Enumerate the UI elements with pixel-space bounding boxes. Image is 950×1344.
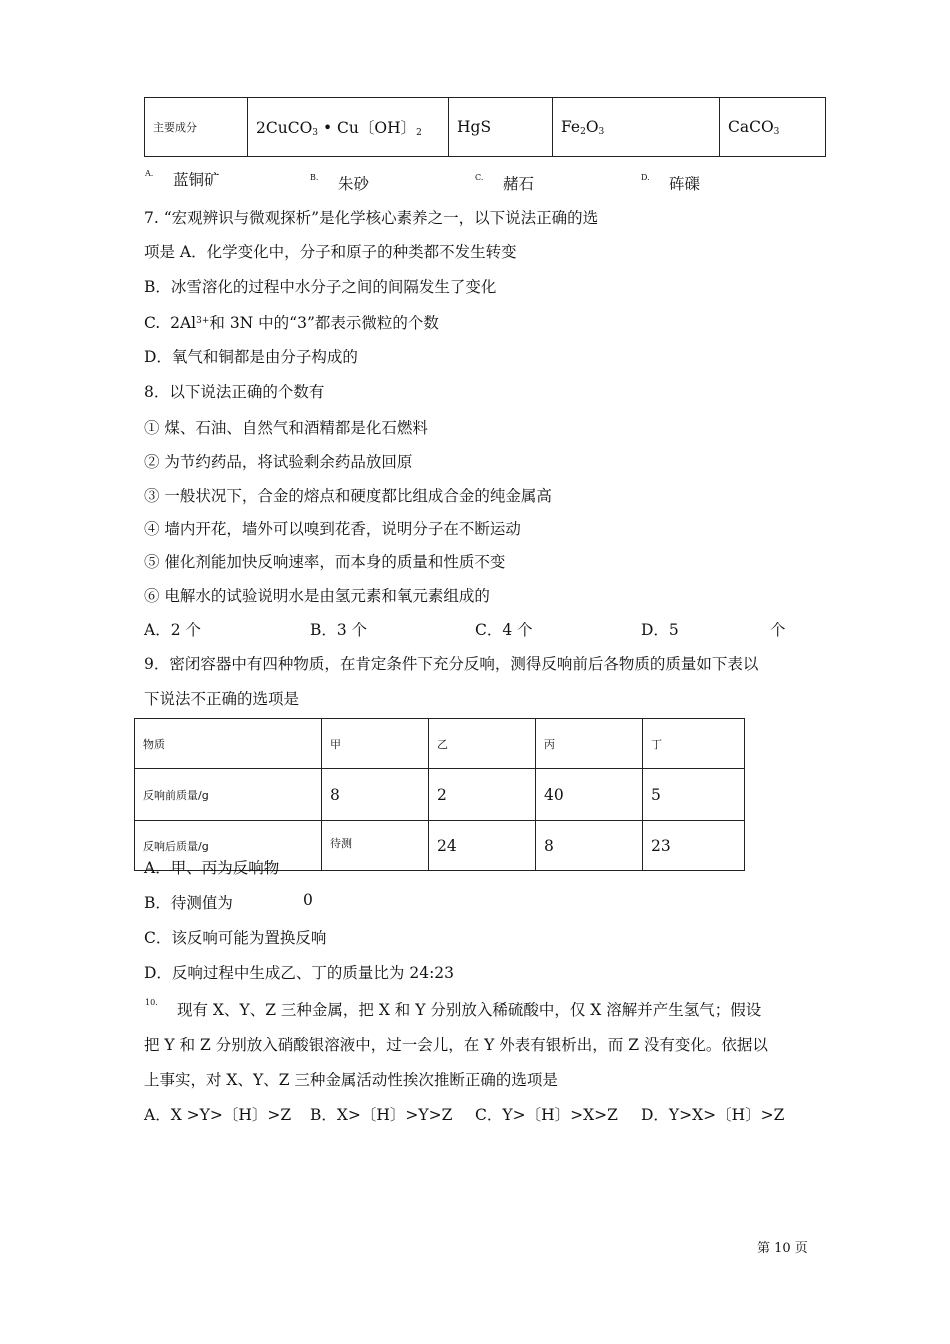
option-c-letter: C. <box>475 173 484 182</box>
q9-option-b: B．待测值为 <box>144 894 233 912</box>
mass-table-cell: 甲 <box>322 719 429 769</box>
mass-table-cell: 24 <box>429 821 536 871</box>
mass-table-header-row <box>135 719 745 769</box>
option-c-text: 赭石 <box>503 175 535 193</box>
mass-table-cell: 5 <box>643 769 745 821</box>
q8-item-3: ③ 一般状况下，合金的熔点和硬度都比组成合金的纯金属高 <box>144 487 552 505</box>
option-b-letter: B. <box>310 173 319 182</box>
mass-table-cell: 反响前质量/g <box>135 769 322 821</box>
mass-table-cell: 乙 <box>429 719 536 769</box>
mass-table-cell: 8 <box>322 769 429 821</box>
q10-option-b: B．X>〔H〕>Y>Z <box>310 1106 453 1124</box>
option-a-text: 蓝铜矿 <box>173 171 220 189</box>
q8-item-2: ② 为节约药品，将试验剩余药品放回原 <box>144 453 413 471</box>
q8-item-6: ⑥ 电解水的试验说明水是由氢元素和氧元素组成的 <box>144 587 490 605</box>
q10-option-c: C．Y>〔H〕>X>Z <box>475 1106 618 1124</box>
q7-option-c: C. $2Al^{3+}$和 3N 中的“3”都表示微粒的个数 <box>144 314 439 332</box>
q7-option-d: D．氧气和铜都是由分子构成的 <box>144 348 358 366</box>
q7-line1: 7. “宏观辨识与微观探析”是化学核心素养之一，以下说法正确的选 <box>144 209 599 227</box>
mass-table-cell: 物质 <box>135 719 322 769</box>
q7-line2: 项是 A．化学变化中，分子和原子的种类都不发生转变 <box>144 243 517 261</box>
q8-option-d-unit: 个 <box>770 621 786 639</box>
q8-item-5: ⑤ 催化剂能加快反响速率，而本身的质量和性质不变 <box>144 553 506 571</box>
ore-cell-1: 2CuCO$_3$ • Cu〔OH〕$_2$ <box>248 98 449 157</box>
option-b-text: 朱砂 <box>338 175 370 193</box>
q8-option-d: D．5 <box>641 621 679 639</box>
q10-option-d: D．Y>X>〔H〕>Z <box>641 1106 785 1124</box>
mass-table-cell: 反响后质量/g <box>135 821 322 871</box>
mass-table-cell: 2 <box>429 769 536 821</box>
option-a-letter: A. <box>145 169 154 178</box>
q8-title: 8．以下说法正确的个数有 <box>144 383 325 401</box>
q8-option-b: B．3 个 <box>310 621 368 639</box>
mass-table-cell: 丁 <box>643 719 745 769</box>
q10-line1: 现有 X、Y、Z 三种金属，把 X 和 Y 分别放入稀硫酸中，仅 X 溶解并产生氢气；假设 <box>177 1001 762 1019</box>
q9-option-a: A．甲、丙为反响物 <box>144 859 280 877</box>
mass-table-cell: 待测 <box>322 821 429 871</box>
ore-cell-2: HgS <box>449 98 553 157</box>
q9-line1: 9．密闭容器中有四种物质，在肯定条件下充分反响，测得反响前后各物质的质量如下表以 <box>144 655 759 673</box>
option-d-text: 砗磲 <box>669 175 701 193</box>
page-number: 第 10 页 <box>757 1241 808 1256</box>
q9-option-c: C．该反响可能为置换反响 <box>144 929 327 947</box>
q10-line3: 上事实，对 X、Y、Z 三种金属活动性挨次推断正确的选项是 <box>144 1071 558 1089</box>
q9-option-d: D．反响过程中生成乙、丁的质量比为 24:23 <box>144 964 455 982</box>
ore-cell-3: $Fe_2O_3$ <box>553 98 720 157</box>
mass-table-row-before <box>135 769 745 821</box>
ore-cell-4: CaCO$_3$ <box>720 98 826 157</box>
q10-line2: 把 Y 和 Z 分别放入硝酸银溶液中，过一会儿，在 Y 外表有银析出，而 Z 没有变化。依据以 <box>144 1036 768 1054</box>
q8-item-1: ① 煤、石油、自然气和酒精都是化石燃料 <box>144 419 428 437</box>
q10-option-a: A．X >Y>〔H〕>Z <box>144 1106 292 1124</box>
mass-table-cell: 23 <box>643 821 745 871</box>
q8-option-a: A．2 个 <box>144 621 201 639</box>
q10-number: 10. <box>145 998 158 1007</box>
mass-table-cell: 8 <box>536 821 643 871</box>
mass-table <box>134 718 745 871</box>
ore-table-header: 主要成分 <box>145 98 248 157</box>
q9-option-b-value: 0 <box>303 891 313 909</box>
mass-table-cell: 40 <box>536 769 643 821</box>
ore-table <box>144 97 826 157</box>
q9-line2: 下说法不正确的选项是 <box>144 690 300 708</box>
option-d-letter: D. <box>641 173 650 182</box>
mass-table-cell: 丙 <box>536 719 643 769</box>
q8-item-4: ④ 墙内开花，墙外可以嗅到花香，说明分子在不断运动 <box>144 520 521 538</box>
q7-option-b: B．冰雪溶化的过程中水分子之间的间隔发生了变化 <box>144 278 497 296</box>
q8-option-c: C．4 个 <box>475 621 533 639</box>
